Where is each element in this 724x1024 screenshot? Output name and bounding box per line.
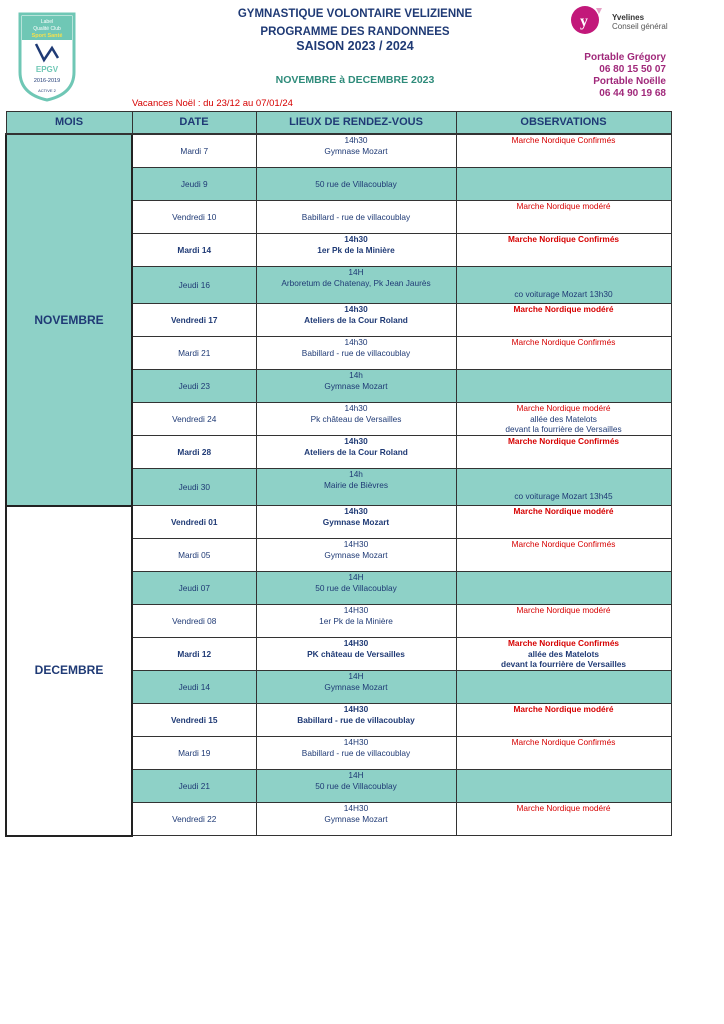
place-text: Gymnase Mozart — [324, 380, 388, 391]
observation-detail-text: allée des Matelots — [530, 413, 597, 424]
place-cell — [256, 770, 456, 803]
observation-text: Marche Nordique modéré — [516, 605, 611, 615]
date-cell: Jeudi 23 — [132, 370, 256, 403]
observation-cell — [456, 704, 671, 737]
time-text: 14h30 — [344, 436, 368, 446]
phone-number-gregory: 06 80 15 50 07 — [599, 64, 666, 75]
place-text: Gymnase Mozart — [324, 145, 388, 156]
time-text: 14h30 — [344, 304, 368, 314]
observation-cell — [456, 671, 671, 704]
date-cell: Jeudi 07 — [132, 572, 256, 605]
badge-bottom: ACTIVE 2 — [38, 88, 56, 93]
observation-cell — [456, 506, 671, 539]
date-cell: Vendredi 10 — [132, 201, 256, 234]
date-cell: Mardi 19 — [132, 737, 256, 770]
date-cell: Jeudi 16 — [132, 267, 256, 304]
place-text: Ateliers de la Cour Roland — [304, 446, 408, 457]
observation-text: Marche Nordique Confirmés — [511, 337, 616, 347]
holiday-note: Vacances Noël : du 23/12 au 07/01/24 — [132, 98, 293, 109]
date-cell: Vendredi 08 — [132, 605, 256, 638]
badge-line2: Qualité Club — [33, 26, 61, 32]
badge-line1: Label — [40, 19, 54, 25]
time-text: 14H30 — [343, 605, 369, 615]
observation-text: Marche Nordique modéré — [516, 403, 611, 413]
date-cell: Vendredi 24 — [132, 403, 256, 436]
observation-cell — [456, 134, 671, 168]
place-cell — [256, 267, 456, 304]
date-cell: Mardi 14 — [132, 234, 256, 267]
observation-cell — [456, 770, 671, 803]
observation-text: Marche Nordique modéré — [516, 201, 611, 211]
phone-label-gregory: Portable Grégory — [584, 52, 666, 63]
badge-line3: Sport Santé — [31, 33, 63, 39]
carpool-text: co voiturage Mozart 13h45 — [514, 490, 613, 501]
month-novembre: NOVEMBRE — [6, 134, 132, 506]
header-date: DATE — [132, 112, 256, 135]
place-text: Pk château de Versailles — [310, 413, 402, 424]
time-text: 14h — [349, 469, 363, 479]
observation-cell — [456, 638, 671, 671]
place-cell — [256, 605, 456, 638]
time-text: 14h — [349, 370, 363, 380]
time-text: 14H — [348, 267, 364, 277]
observation-text: Marche Nordique modéré — [513, 304, 614, 314]
badge-brand: EPGV — [35, 65, 59, 74]
date-cell: Vendredi 15 — [132, 704, 256, 737]
place-text: 50 rue de Villacoublay — [315, 780, 397, 791]
place-cell — [256, 337, 456, 370]
place-cell — [256, 572, 456, 605]
programme-title: PROGRAMME DES RANDONNEES — [260, 26, 450, 38]
place-cell — [256, 539, 456, 572]
yvelines-name: Yvelines — [612, 13, 645, 22]
observation-cell — [456, 737, 671, 770]
observation-text: Marche Nordique Confirmés — [511, 737, 616, 747]
date-cell: Mardi 12 — [132, 638, 256, 671]
observation-cell — [456, 605, 671, 638]
yvelines-subtitle: Conseil général — [612, 22, 668, 31]
month-decembre: DECEMBRE — [6, 506, 132, 836]
place-cell — [256, 671, 456, 704]
date-cell: Mardi 05 — [132, 539, 256, 572]
place-cell — [256, 469, 456, 506]
time-text: 14h30 — [344, 337, 368, 347]
place-text: Mairie de Bièvres — [323, 479, 389, 490]
place-text: Arboretum de Chatenay, Pk Jean Jaurès — [281, 277, 431, 288]
place-cell — [256, 638, 456, 671]
place-text: Gymnase Mozart — [324, 681, 388, 692]
place-text: 1er Pk de la Minière — [317, 244, 395, 255]
season-title: SAISON 2023 / 2024 — [296, 39, 414, 53]
observation-text: Marche Nordique modéré — [513, 704, 614, 714]
time-text: 14H — [348, 671, 364, 681]
place-cell — [256, 403, 456, 436]
place-text: Babillard - rue de villacoublay — [297, 714, 415, 725]
svg-text:y: y — [580, 13, 588, 30]
observation-cell — [456, 572, 671, 605]
place-cell — [256, 436, 456, 469]
observation-detail-text: devant la fourrière de Versailles — [505, 424, 622, 434]
time-text: 14H30 — [343, 539, 369, 549]
observation-cell — [456, 539, 671, 572]
place-cell — [256, 737, 456, 770]
place-text: Gymnase Mozart — [324, 549, 388, 560]
observation-cell — [456, 803, 671, 836]
club-label-badge — [12, 10, 82, 102]
place-text: PK château de Versailles — [307, 648, 405, 659]
place-text: 50 rue de Villacoublay — [315, 178, 397, 189]
observation-text: Marche Nordique Confirmés — [507, 234, 620, 244]
date-cell: Jeudi 21 — [132, 770, 256, 803]
place-text: Babillard - rue de villacoublay — [301, 747, 411, 758]
observation-cell — [456, 168, 671, 201]
place-cell — [256, 370, 456, 403]
time-text: 14H30 — [343, 803, 369, 813]
period-title: NOVEMBRE à DECEMBRE 2023 — [275, 74, 435, 86]
date-cell: Mardi 28 — [132, 436, 256, 469]
date-cell: Vendredi 17 — [132, 304, 256, 337]
date-cell: Vendredi 22 — [132, 803, 256, 836]
place-cell — [256, 234, 456, 267]
observation-text: Marche Nordique Confirmés — [511, 539, 616, 549]
header-observations: OBSERVATIONS — [456, 112, 671, 135]
time-text: 14h30 — [344, 506, 368, 516]
club-title: GYMNASTIQUE VOLONTAIRE VELIZIENNE — [237, 8, 473, 20]
place-text: Babillard - rue de villacoublay — [301, 347, 411, 358]
date-cell: Jeudi 14 — [132, 671, 256, 704]
date-cell: Vendredi 01 — [132, 506, 256, 539]
phone-number-noelle: 06 44 90 19 68 — [599, 88, 666, 99]
date-cell: Mardi 7 — [132, 134, 256, 168]
place-text: 50 rue de Villacoublay — [315, 582, 397, 593]
badge-years: 2016-2019 — [33, 78, 61, 84]
place-cell — [256, 168, 456, 201]
observation-cell — [456, 234, 671, 267]
place-text: Ateliers de la Cour Roland — [304, 314, 408, 325]
time-text: 14H30 — [343, 737, 369, 747]
carpool-text: co voiturage Mozart 13h30 — [514, 288, 613, 299]
observation-detail-text: devant la fourrière de Versailles — [501, 659, 626, 669]
observation-text: Marche Nordique Confirmés — [511, 135, 616, 145]
observation-text: Marche Nordique Confirmés — [507, 638, 620, 648]
header-lieux: LIEUX DE RENDEZ-VOUS — [256, 112, 456, 135]
place-cell — [256, 304, 456, 337]
time-text: 14H — [348, 572, 364, 582]
observation-cell — [456, 403, 671, 436]
place-text: Babillard - rue de villacoublay — [301, 211, 411, 222]
place-cell — [256, 201, 456, 234]
time-text: 14h30 — [344, 135, 368, 145]
date-cell: Jeudi 9 — [132, 168, 256, 201]
date-cell: Jeudi 30 — [132, 469, 256, 506]
yvelines-logo-icon — [570, 5, 604, 35]
time-text: 14H — [348, 770, 364, 780]
time-text: 14H30 — [343, 638, 369, 648]
place-cell — [256, 506, 456, 539]
table-header-row — [6, 112, 671, 135]
table-row — [6, 134, 671, 168]
date-cell: Mardi 21 — [132, 337, 256, 370]
time-text: 14h30 — [344, 234, 368, 244]
observation-text: Marche Nordique modéré — [516, 803, 611, 813]
hike-schedule-table — [5, 111, 672, 837]
header-mois: MOIS — [6, 112, 132, 135]
place-cell — [256, 704, 456, 737]
observation-cell — [456, 436, 671, 469]
observation-text: Marche Nordique Confirmés — [507, 436, 620, 446]
time-text: 14H30 — [343, 704, 369, 714]
place-text: 1er Pk de la Minière — [319, 615, 393, 626]
place-cell — [256, 134, 456, 168]
observation-cell — [456, 469, 671, 506]
observation-cell — [456, 337, 671, 370]
observation-cell — [456, 201, 671, 234]
place-text: Gymnase Mozart — [322, 516, 390, 527]
phone-label-noelle: Portable Noëlle — [593, 76, 666, 87]
observation-cell — [456, 370, 671, 403]
observation-text: Marche Nordique modéré — [513, 506, 614, 516]
place-cell — [256, 803, 456, 836]
table-row — [6, 506, 671, 539]
observation-detail-text: allée des Matelots — [527, 648, 599, 659]
observation-cell — [456, 304, 671, 337]
time-text: 14h30 — [344, 403, 368, 413]
place-text: Gymnase Mozart — [324, 813, 388, 824]
observation-cell — [456, 267, 671, 304]
